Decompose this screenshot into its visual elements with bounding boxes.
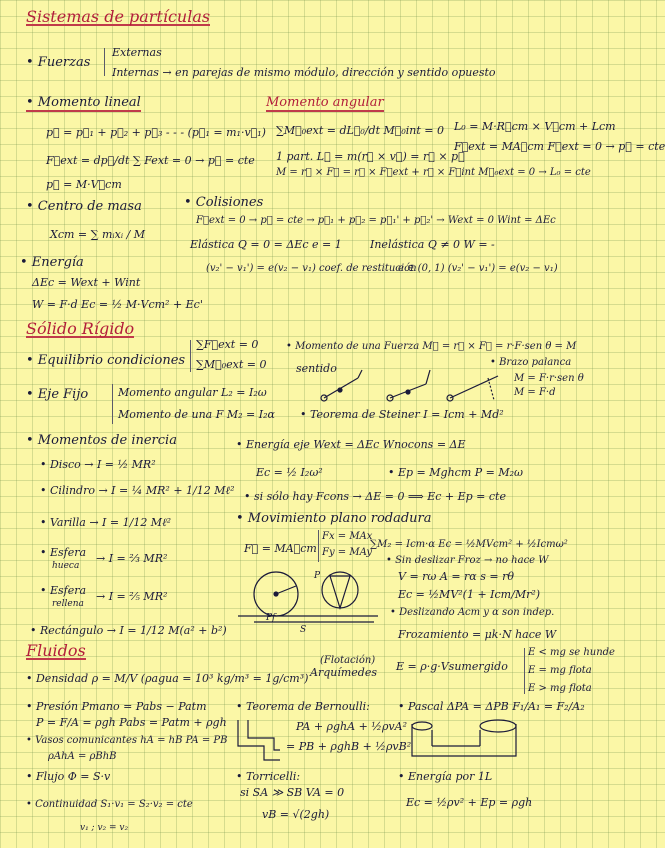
inercia-esfera-rellena-name: • Esfera	[40, 584, 87, 597]
arquimedes-brace	[524, 648, 525, 694]
colisiones-eq1: F⃗ext = 0 → p⃗ = cte → p⃗₁ + p⃗₂ = p⃗₁' + p⃗₂' → Wext = 0 Wint = ΔEc	[196, 215, 556, 226]
fluidos-arquimedes: Arquímedes	[310, 666, 377, 679]
torque-diagrams	[318, 366, 508, 406]
inercia-disco: • Disco → I = ½ MR²	[40, 458, 156, 471]
colisiones-eq3: (v₂' − v₁') = e(v₂ − v₁) coef. de restitución	[206, 263, 417, 274]
bernoulli-eq2: = PB + ρghB + ½ρvB²	[286, 740, 412, 753]
arquimedes-caso-2: E = mg flota	[528, 665, 592, 676]
fluidos-densidad: • Densidad ρ = M/V (ρagua = 10³ kg/m³ = 1g/cm³)	[26, 672, 309, 685]
inercia-esfera-rellena-formula: → I = ⅖ MR²	[96, 590, 168, 603]
momento-angular-eq3: M = r⃗ × F⃗ = r⃗ × F⃗ext + r⃗ × F⃗int M⃗₀ext = 0 → L₀ = cte	[276, 167, 591, 178]
energia-rot-heading: • Energía eje Wext = ΔEc Wnocons = ΔE	[236, 438, 466, 451]
torque-force-2	[426, 370, 430, 384]
fuerzas-externas: Externas	[112, 46, 162, 59]
inercia-rectangulo: • Rectángulo → I = 1/12 M(a² + b²)	[30, 624, 227, 637]
momento-lineal-heading: • Momento lineal	[26, 95, 141, 110]
momento-lineal-eq2: F⃗ext = dp⃗/dt ∑ Fext = 0 → p⃗ = cte	[46, 154, 255, 167]
solido-heading: Sólido Rígido	[26, 319, 135, 338]
fuerzas-brace	[104, 48, 105, 76]
inercia-esfera-hueca-formula: → I = ⅔ MR²	[96, 552, 168, 565]
rodadura-fx: Fx = MAx	[322, 531, 373, 542]
fluidos-heading: Fluidos	[26, 641, 86, 660]
fluidos-flujo: • Flujo Φ = S·v	[26, 770, 111, 783]
equilibrio-cond2: ∑M⃗₀ext = 0	[196, 358, 267, 371]
colisiones-elastica: Elástica Q = 0 = ΔEc e = 1	[190, 238, 342, 251]
inercia-esfera-hueca-name: • Esfera	[40, 546, 87, 559]
rolling-p-label: P	[314, 571, 321, 581]
energia-eq1: ΔEc = Wext + Wint	[32, 276, 141, 289]
fluidos-continuidad: • Continuidad S₁·v₁ = S₂·v₂ = cte	[26, 799, 193, 810]
rodadura-heading: • Movimiento plano rodadura	[236, 511, 432, 526]
centro-masa-formula: Xcm = ∑ mᵢxᵢ / M	[50, 228, 146, 241]
torricelli-condicion: si SA ≫ SB VA = 0	[240, 786, 345, 799]
fuerzas-heading: • Fuerzas	[26, 55, 91, 70]
pascal-heading: • Pascal ΔPA = ΔPB F₁/A₁ = F₂/A₂	[398, 700, 585, 713]
momento-lineal-eq1: p⃗ = p⃗₁ + p⃗₂ + p⃗₃ - - - (p⃗₁ = m₁·v⃗₁)	[46, 126, 266, 139]
colisiones-heading: • Colisiones	[184, 195, 264, 210]
equilibrio-heading: • Equilibrio condiciones	[26, 353, 186, 368]
brazo-palanca-eq2: M = F·d	[514, 387, 556, 398]
torricelli-heading: • Torricelli:	[236, 770, 301, 783]
rodadura-sin-deslizar: • Sin deslizar Froz → no hace W	[386, 555, 549, 566]
lever-distance	[488, 378, 494, 400]
eje-fijo-momento-fuerza: Momento de una F M₂ = I₂α	[118, 408, 275, 421]
inercia-esfera-hueca-sub: hueca	[52, 561, 80, 571]
fuerzas-internas: Internas → en parejas de mismo módulo, dirección y sentido opuesto	[112, 66, 496, 79]
momento-lineal-eq3: p⃗ = M·V⃗cm	[46, 178, 122, 191]
rodadura-fy: Fy = MAy	[322, 547, 373, 558]
fluidos-presion: • Presión Pmano = Pabs − Patm	[26, 700, 207, 713]
energia-por-volumen: • Energía por 1L	[398, 770, 493, 783]
inercia-cilindro: • Cilindro → I = ¼ MR² + 1/12 Mℓ²	[40, 484, 235, 497]
rodadura-eq2: ∑M₂ = Icm·α Ec = ½MVcm² + ½Icmω²	[370, 539, 568, 550]
energia-rot-eq1: Ec = ½ I₂ω²	[256, 466, 323, 479]
fluidos-continuidad-eq: v₁ ; v₂ = v₂	[80, 823, 129, 833]
fluidos-presion-eq: P = F/A = ρgh Pabs = Patm + ρgh	[36, 716, 227, 729]
torricelli-formula: vB = √(2gh)	[262, 808, 330, 821]
page-title: Sistemas de partículas	[26, 7, 211, 26]
energia-rot-eq1b: • Ep = Mghcm P = M₂ω	[388, 466, 523, 479]
energia-heading: • Energía	[20, 255, 84, 270]
pascal-piston-large	[480, 720, 516, 732]
inercia-esfera-rellena-sub: rellena	[52, 599, 84, 609]
torque-force-1	[358, 370, 362, 378]
momento-angular-eq2b: F⃗ext = MA⃗cm F⃗ext = 0 → p⃗ = cte	[454, 140, 665, 153]
brazo-palanca-eq1: M = F·r·sen θ	[514, 373, 584, 384]
equilibrio-cond1: ∑F⃗ext = 0	[196, 338, 259, 351]
steiner-theorem: • Teorema de Steiner I = Icm + Md²	[300, 408, 504, 421]
equilibrio-brace	[190, 340, 191, 372]
momento-angular-heading: Momento angular	[266, 95, 384, 110]
arquimedes-caso-3: E > mg flota	[528, 683, 592, 694]
rodadura-energia: Ec = ½MV²(1 + Icm/Mr²)	[398, 588, 541, 601]
momento-angular-eq1b: L₀ = M·R⃗cm × V⃗cm + Lcm	[454, 120, 616, 133]
sentido-label: sentido	[296, 362, 337, 375]
bernoulli-heading: • Teorema de Bernoulli:	[236, 700, 370, 713]
fluidos-vasos-eq: ρAhA = ρBhB	[48, 751, 117, 762]
centro-masa-heading: • Centro de masa	[26, 199, 142, 214]
rolling-s-label: S	[300, 625, 307, 635]
bernoulli-diagram	[234, 716, 284, 766]
pascal-diagram	[406, 716, 526, 760]
wheel-circle-2	[322, 572, 358, 608]
rolling-diagram	[238, 556, 388, 626]
energia-eq2: W = F·d Ec = ½ M·Vcm² + Ec'	[32, 298, 203, 311]
fluidos-arquimedes-formula: E = ρ·g·Vsumergido	[396, 660, 508, 673]
colisiones-eq3b: e ∈ (0, 1) (v₂' − v₁') = e(v₂ − v₁)	[398, 263, 558, 274]
rodadura-deslizando: • Deslizando Acm y α son indep.	[390, 607, 555, 618]
momento-angular-eq1: ∑M⃗₀ext = dL⃗₀/dt M⃗₀int = 0	[276, 124, 444, 137]
energia-por-volumen-eq: Ec = ½ρv² + Ep = ρgh	[406, 796, 533, 809]
momento-fuerza-heading: • Momento de una Fuerza M⃗ = r⃗ × F⃗ = r·F·sen θ = M	[286, 341, 577, 352]
colisiones-inelastica: Inelástica Q ≠ 0 W = -	[370, 238, 495, 251]
pascal-piston-small	[412, 722, 432, 730]
bernoulli-eq1: PA + ρghA + ½ρvA²	[296, 720, 407, 733]
inercia-heading: • Momentos de inercia	[26, 433, 177, 448]
triangle-sketch	[330, 576, 350, 608]
rolling-pf-label: Pf	[266, 613, 276, 623]
rodadura-eq1: F⃗ = MA⃗cm	[244, 542, 317, 555]
rodadura-relaciones: V = rω A = rα s = rθ	[398, 570, 514, 583]
inercia-varilla: • Varilla → I = 1/12 Mℓ²	[40, 516, 172, 529]
eje-fijo-heading: • Eje Fijo	[26, 387, 89, 402]
eje-fijo-brace	[112, 384, 113, 424]
momento-angular-eq2: 1 part. L⃗ = m(r⃗ × v⃗) = r⃗ × p⃗	[276, 150, 465, 163]
brazo-palanca-label: • Brazo palanca	[490, 357, 572, 368]
eje-fijo-momento-angular: Momento angular L₂ = I₂ω	[118, 386, 267, 399]
rodadura-rozamiento: Frozamiento = μk·N hace W	[398, 628, 557, 641]
arquimedes-caso-1: E < mg se hunde	[528, 647, 615, 658]
fluidos-flotacion: (Flotación)	[320, 655, 376, 666]
energia-rot-eq2: • si sólo hay Fcons → ΔE = 0 ⟹ Ec + Ep = cte	[244, 490, 506, 503]
fluidos-vasos: • Vasos comunicantes hA = hB PA = PB	[26, 735, 228, 746]
